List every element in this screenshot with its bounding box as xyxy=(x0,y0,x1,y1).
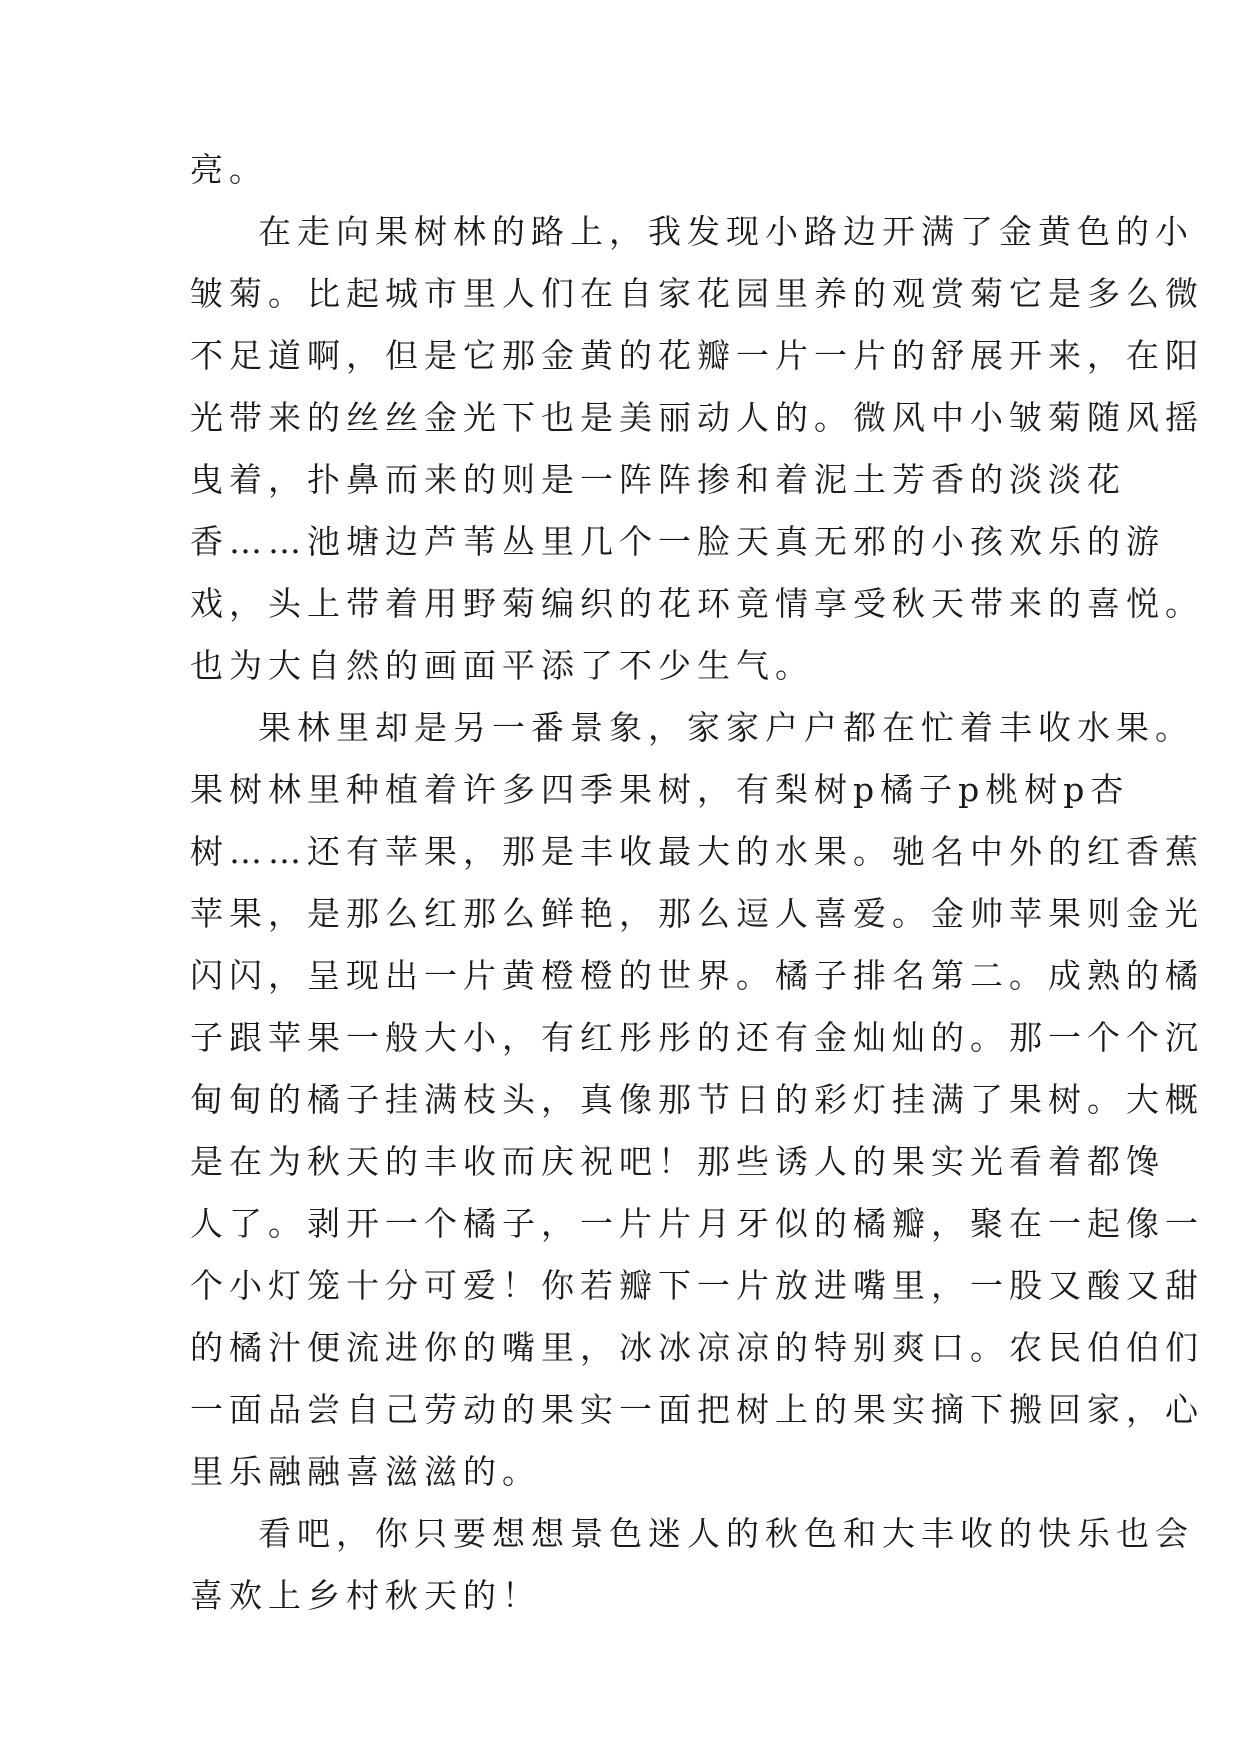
text-line: 戏，头上带着用野菊编织的花环竟情享受秋天带来的喜悦。 xyxy=(190,584,1204,623)
paragraph-start-line: 看吧，你只要想想景色迷人的秋色和大丰收的快乐也会 xyxy=(258,1514,1194,1553)
text-line: 曳着，扑鼻而来的则是一阵阵掺和着泥土芳香的淡淡花 xyxy=(190,460,1126,499)
text-line: 闪闪，呈现出一片黄橙橙的世界。橘子排名第二。成熟的橘 xyxy=(190,956,1204,995)
text-line: 子跟苹果一般大小，有红彤彤的还有金灿灿的。那一个个沉 xyxy=(190,1018,1204,1057)
text-line: 不足道啊，但是它那金黄的花瓣一片一片的舒展开来，在阳 xyxy=(190,336,1204,375)
text-line: 是在为秋天的丰收而庆祝吧！那些诱人的果实光看着都馋 xyxy=(190,1142,1165,1181)
text-line: 里乐融融喜滋滋的。 xyxy=(190,1452,541,1491)
text-line: 果树林里种植着许多四季果树，有梨树p橘子p桃树p杏 xyxy=(190,770,1130,809)
text-line: 苹果，是那么红那么鲜艳，那么逗人喜爱。金帅苹果则金光 xyxy=(190,894,1204,933)
text-line: 甸甸的橘子挂满枝头，真像那节日的彩灯挂满了果树。大概 xyxy=(190,1080,1204,1119)
text-line: 皱菊。比起城市里人们在自家花园里养的观赏菊它是多么微 xyxy=(190,274,1204,313)
text-line: 亮。 xyxy=(190,150,268,189)
paragraph-start-line: 果林里却是另一番景象，家家户户都在忙着丰收水果。 xyxy=(258,708,1194,747)
text-line: 一面品尝自己劳动的果实一面把树上的果实摘下搬回家，心 xyxy=(190,1390,1204,1429)
text-line: 喜欢上乡村秋天的！ xyxy=(190,1576,541,1615)
paragraph-start-line: 在走向果树林的路上，我发现小路边开满了金黄色的小 xyxy=(258,212,1194,251)
text-line: 也为大自然的画面平添了不少生气。 xyxy=(190,646,814,685)
text-line: 光带来的丝丝金光下也是美丽动人的。微风中小皱菊随风摇 xyxy=(190,398,1204,437)
text-line: 的橘汁便流进你的嘴里，冰冰凉凉的特别爽口。农民伯伯们 xyxy=(190,1328,1204,1367)
text-line: 人了。剥开一个橘子，一片片月牙似的橘瓣，聚在一起像一 xyxy=(190,1204,1204,1243)
text-line: 树……还有苹果，那是丰收最大的水果。驰名中外的红香蕉 xyxy=(190,832,1204,871)
text-line: 香……池塘边芦苇丛里几个一脸天真无邪的小孩欢乐的游 xyxy=(190,522,1165,561)
text-line: 个小灯笼十分可爱！你若瓣下一片放进嘴里，一股又酸又甜 xyxy=(190,1266,1204,1305)
